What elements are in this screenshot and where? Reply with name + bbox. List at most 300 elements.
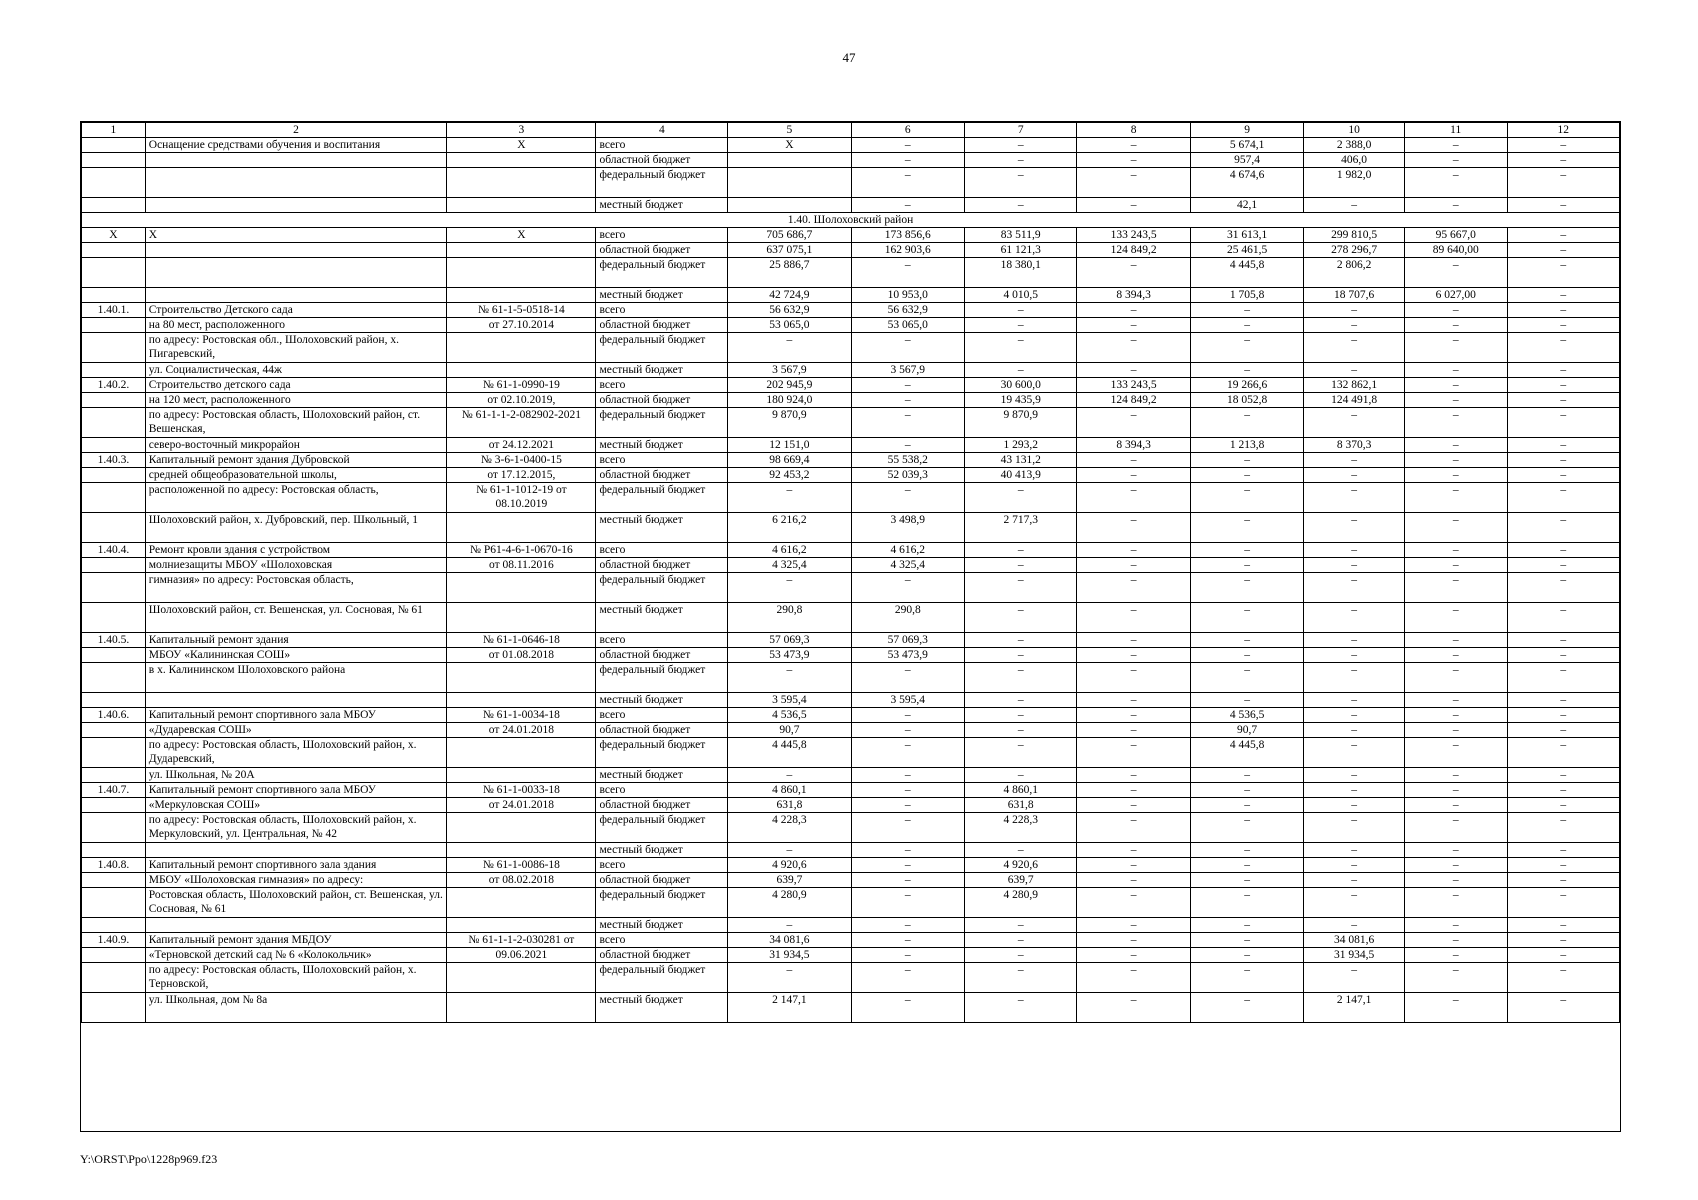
cell-budget-kind: областной бюджет: [596, 393, 728, 408]
cell-name: Шолоховский район, х. Дубровский, пер. Школьный, 1: [145, 513, 447, 543]
cell-value: –: [965, 543, 1077, 558]
cell-value: –: [1404, 168, 1507, 198]
cell-value: –: [1304, 483, 1405, 513]
cell-value: –: [1404, 468, 1507, 483]
table-row: [82, 603, 1620, 633]
cell-document: [447, 513, 596, 543]
cell-value: –: [1507, 798, 1619, 813]
table-row: [82, 333, 1620, 363]
cell-value: –: [1190, 408, 1303, 438]
table-row: [82, 843, 1620, 858]
cell-number: 1.40.8.: [82, 858, 146, 873]
cell-value: –: [1304, 738, 1405, 768]
cell-value: –: [1404, 783, 1507, 798]
cell-number: [82, 318, 146, 333]
cell-number: [82, 333, 146, 363]
cell-value: –: [1077, 723, 1190, 738]
cell-value: [728, 198, 851, 213]
cell-value: –: [1404, 558, 1507, 573]
cell-value: –: [1190, 873, 1303, 888]
cell-value: –: [965, 198, 1077, 213]
cell-value: 4 280,9: [728, 888, 851, 918]
cell-value: –: [1507, 663, 1619, 693]
table-row: [82, 258, 1620, 288]
cell-value: –: [1304, 768, 1405, 783]
cell-value: 406,0: [1304, 153, 1405, 168]
cell-value: –: [1507, 888, 1619, 918]
cell-value: 53 065,0: [851, 318, 964, 333]
cell-document: от 17.12.2015,: [447, 468, 596, 483]
table-row: [82, 138, 1620, 153]
cell-value: 90,7: [1190, 723, 1303, 738]
cell-value: –: [1077, 453, 1190, 468]
cell-value: –: [1507, 708, 1619, 723]
cell-value: 43 131,2: [965, 453, 1077, 468]
cell-name: Капитальный ремонт спортивного зала здания: [145, 858, 447, 873]
cell-budget-kind: всего: [596, 453, 728, 468]
cell-value: –: [1507, 858, 1619, 873]
cell-value: –: [851, 378, 964, 393]
cell-value: –: [851, 333, 964, 363]
cell-value: –: [965, 843, 1077, 858]
cell-value: –: [965, 558, 1077, 573]
file-path: Y:\ORST\Ppo\1228p969.f23: [80, 1152, 218, 1166]
cell-number: [82, 468, 146, 483]
cell-value: –: [1077, 318, 1190, 333]
cell-value: –: [1404, 648, 1507, 663]
cell-value: 53 473,9: [728, 648, 851, 663]
cell-value: –: [1404, 858, 1507, 873]
cell-value: –: [1404, 843, 1507, 858]
cell-document: [447, 198, 596, 213]
cell-budget-kind: местный бюджет: [596, 693, 728, 708]
cell-value: 4 445,8: [1190, 738, 1303, 768]
cell-number: [82, 363, 146, 378]
cell-value: –: [1404, 963, 1507, 993]
table-row: [82, 558, 1620, 573]
cell-value: –: [1507, 468, 1619, 483]
cell-value: –: [851, 393, 964, 408]
cell-value: –: [1077, 948, 1190, 963]
cell-document: № 61-1-1012-19 от 08.10.2019: [447, 483, 596, 513]
cell-document: [447, 693, 596, 708]
cell-budget-kind: всего: [596, 303, 728, 318]
cell-name: [145, 243, 447, 258]
cell-value: –: [1304, 543, 1405, 558]
cell-number: [82, 408, 146, 438]
cell-value: –: [1404, 813, 1507, 843]
cell-budget-kind: всего: [596, 543, 728, 558]
cell-value: –: [1190, 663, 1303, 693]
cell-name: [145, 153, 447, 168]
cell-budget-kind: местный бюджет: [596, 513, 728, 543]
cell-number: [82, 168, 146, 198]
cell-value: –: [1507, 543, 1619, 558]
cell-value: –: [1190, 813, 1303, 843]
cell-document: № 61-1-0034-18: [447, 708, 596, 723]
cell-value: –: [1507, 243, 1619, 258]
cell-value: –: [851, 888, 964, 918]
cell-name: Оснащение средствами обучения и воспитания: [145, 138, 447, 153]
cell-document: № 61-1-0033-18: [447, 783, 596, 798]
cell-value: –: [851, 138, 964, 153]
cell-number: [82, 888, 146, 918]
cell-budget-kind: всего: [596, 633, 728, 648]
cell-value: –: [1190, 948, 1303, 963]
table-row: [82, 513, 1620, 543]
cell-value: 12 151,0: [728, 438, 851, 453]
cell-value: –: [965, 723, 1077, 738]
cell-value: 4 920,6: [728, 858, 851, 873]
cell-budget-kind: местный бюджет: [596, 603, 728, 633]
cell-value: –: [1190, 798, 1303, 813]
cell-value: 4 674,6: [1190, 168, 1303, 198]
cell-document: [447, 168, 596, 198]
cell-name: средней общеобразовательной школы,: [145, 468, 447, 483]
cell-value: –: [1077, 993, 1190, 1023]
table-row: [82, 873, 1620, 888]
cell-value: –: [965, 573, 1077, 603]
cell-name: «Дударевская СОШ»: [145, 723, 447, 738]
cell-value: –: [1190, 603, 1303, 633]
table-row: [82, 798, 1620, 813]
table-row: [82, 168, 1620, 198]
table-row: [82, 153, 1620, 168]
cell-value: –: [1404, 543, 1507, 558]
cell-value: 3 498,9: [851, 513, 964, 543]
cell-value: –: [728, 573, 851, 603]
cell-document: Х: [447, 138, 596, 153]
cell-number: 1.40.7.: [82, 783, 146, 798]
table-body: [82, 138, 1620, 1023]
cell-value: –: [728, 663, 851, 693]
cell-value: 133 243,5: [1077, 228, 1190, 243]
cell-value: 4 860,1: [965, 783, 1077, 798]
cell-value: –: [1077, 363, 1190, 378]
cell-value: –: [1404, 438, 1507, 453]
cell-value: –: [851, 783, 964, 798]
table-row: [82, 963, 1620, 993]
cell-name: по адресу: Ростовская область, Шолоховский район, х. Дударевский,: [145, 738, 447, 768]
cell-value: –: [1190, 333, 1303, 363]
cell-value: –: [965, 948, 1077, 963]
cell-name: Капитальный ремонт здания: [145, 633, 447, 648]
cell-name: Строительство Детского сада: [145, 303, 447, 318]
cell-value: –: [851, 708, 964, 723]
cell-value: –: [1077, 858, 1190, 873]
table-row: [82, 468, 1620, 483]
table-row: [82, 723, 1620, 738]
cell-value: –: [1404, 378, 1507, 393]
cell-number: [82, 393, 146, 408]
cell-number: Х: [82, 228, 146, 243]
cell-value: –: [1304, 813, 1405, 843]
cell-value: [728, 153, 851, 168]
cell-value: –: [1077, 918, 1190, 933]
table-row: [82, 243, 1620, 258]
cell-number: 1.40.2.: [82, 378, 146, 393]
cell-number: [82, 798, 146, 813]
col-header-6: 6: [851, 123, 964, 138]
cell-name: [145, 288, 447, 303]
cell-budget-kind: федеральный бюджет: [596, 963, 728, 993]
cell-document: [447, 288, 596, 303]
cell-budget-kind: местный бюджет: [596, 288, 728, 303]
cell-budget-kind: федеральный бюджет: [596, 888, 728, 918]
col-header-9: 9: [1190, 123, 1303, 138]
cell-value: [728, 168, 851, 198]
cell-value: –: [1190, 453, 1303, 468]
cell-value: –: [1507, 573, 1619, 603]
cell-name: ул. Школьная, дом № 8а: [145, 993, 447, 1023]
cell-value: –: [1190, 693, 1303, 708]
cell-number: [82, 948, 146, 963]
cell-budget-kind: областной бюджет: [596, 243, 728, 258]
cell-value: –: [1190, 318, 1303, 333]
cell-document: [447, 738, 596, 768]
cell-document: от 02.10.2019,: [447, 393, 596, 408]
cell-value: 290,8: [851, 603, 964, 633]
cell-value: –: [1304, 873, 1405, 888]
cell-value: –: [965, 318, 1077, 333]
table-row: [82, 408, 1620, 438]
cell-value: –: [728, 333, 851, 363]
cell-value: –: [1507, 843, 1619, 858]
cell-number: [82, 603, 146, 633]
cell-value: 278 296,7: [1304, 243, 1405, 258]
cell-value: 10 953,0: [851, 288, 964, 303]
cell-value: –: [1507, 558, 1619, 573]
cell-value: –: [1404, 993, 1507, 1023]
cell-value: –: [965, 333, 1077, 363]
col-header-3: 3: [447, 123, 596, 138]
table-row: [82, 288, 1620, 303]
cell-value: 53 473,9: [851, 648, 964, 663]
cell-value: –: [965, 663, 1077, 693]
cell-number: [82, 918, 146, 933]
cell-number: [82, 813, 146, 843]
cell-document: [447, 573, 596, 603]
cell-value: –: [851, 168, 964, 198]
cell-value: 4 010,5: [965, 288, 1077, 303]
cell-number: 1.40.9.: [82, 933, 146, 948]
cell-value: –: [1190, 303, 1303, 318]
cell-value: 61 121,3: [965, 243, 1077, 258]
table-row: [82, 708, 1620, 723]
cell-value: –: [1507, 318, 1619, 333]
cell-value: –: [851, 963, 964, 993]
cell-value: –: [965, 363, 1077, 378]
cell-budget-kind: местный бюджет: [596, 918, 728, 933]
cell-value: –: [1507, 933, 1619, 948]
cell-document: [447, 993, 596, 1023]
cell-document: от 24.12.2021: [447, 438, 596, 453]
cell-value: –: [965, 933, 1077, 948]
cell-value: –: [1077, 543, 1190, 558]
cell-value: –: [1077, 813, 1190, 843]
cell-value: 34 081,6: [728, 933, 851, 948]
cell-budget-kind: всего: [596, 858, 728, 873]
cell-value: 124 849,2: [1077, 393, 1190, 408]
cell-document: [447, 768, 596, 783]
cell-value: –: [1507, 603, 1619, 633]
cell-value: –: [1190, 513, 1303, 543]
cell-name: [145, 843, 447, 858]
cell-value: –: [1507, 633, 1619, 648]
cell-value: –: [1304, 318, 1405, 333]
cell-value: –: [1404, 333, 1507, 363]
cell-value: –: [1404, 318, 1507, 333]
cell-value: –: [965, 633, 1077, 648]
cell-value: 202 945,9: [728, 378, 851, 393]
cell-value: –: [1507, 228, 1619, 243]
cell-value: –: [1404, 138, 1507, 153]
cell-document: № Р61-4-6-1-0670-16: [447, 543, 596, 558]
cell-value: –: [965, 768, 1077, 783]
cell-name: в х. Калининском Шолоховского района: [145, 663, 447, 693]
cell-number: 1.40.1.: [82, 303, 146, 318]
cell-value: –: [1190, 573, 1303, 603]
cell-budget-kind: федеральный бюджет: [596, 663, 728, 693]
cell-name: по адресу: Ростовская обл., Шолоховский район, х. Пигаревский,: [145, 333, 447, 363]
cell-number: 1.40.5.: [82, 633, 146, 648]
cell-value: –: [1304, 723, 1405, 738]
cell-number: [82, 648, 146, 663]
cell-value: –: [1190, 963, 1303, 993]
cell-value: –: [1507, 333, 1619, 363]
cell-number: [82, 873, 146, 888]
table-row: [82, 783, 1620, 798]
cell-value: –: [1507, 873, 1619, 888]
cell-value: –: [1077, 798, 1190, 813]
cell-value: –: [1077, 138, 1190, 153]
cell-number: [82, 288, 146, 303]
cell-value: –: [1404, 603, 1507, 633]
cell-name: Капитальный ремонт спортивного зала МБОУ: [145, 783, 447, 798]
cell-value: 18 707,6: [1304, 288, 1405, 303]
cell-value: –: [1190, 768, 1303, 783]
cell-value: –: [1077, 738, 1190, 768]
cell-value: 9 870,9: [728, 408, 851, 438]
cell-value: –: [1404, 153, 1507, 168]
table-row: [82, 228, 1620, 243]
cell-value: –: [1077, 603, 1190, 633]
cell-value: –: [1304, 363, 1405, 378]
cell-value: –: [1077, 153, 1190, 168]
cell-number: 1.40.6.: [82, 708, 146, 723]
section-title: 1.40. Шолоховский район: [82, 213, 1620, 228]
cell-value: –: [1190, 843, 1303, 858]
cell-value: 637 075,1: [728, 243, 851, 258]
cell-value: –: [1404, 798, 1507, 813]
cell-value: –: [1077, 693, 1190, 708]
cell-value: –: [1190, 933, 1303, 948]
cell-value: –: [1507, 198, 1619, 213]
cell-value: –: [965, 918, 1077, 933]
table-row: [82, 573, 1620, 603]
cell-value: 1 213,8: [1190, 438, 1303, 453]
cell-name: Ремонт кровли здания с устройством: [145, 543, 447, 558]
cell-value: 19 266,6: [1190, 378, 1303, 393]
cell-value: 705 686,7: [728, 228, 851, 243]
cell-name: гимназия» по адресу: Ростовская область,: [145, 573, 447, 603]
cell-number: [82, 153, 146, 168]
cell-value: 4 536,5: [1190, 708, 1303, 723]
cell-name: северо-восточный микрорайон: [145, 438, 447, 453]
cell-document: от 24.01.2018: [447, 723, 596, 738]
cell-value: 6 216,2: [728, 513, 851, 543]
cell-number: [82, 693, 146, 708]
table-row: [82, 648, 1620, 663]
header-row: [82, 123, 1620, 138]
cell-value: –: [1077, 513, 1190, 543]
col-header-4: 4: [596, 123, 728, 138]
cell-name: расположенной по адресу: Ростовская область,: [145, 483, 447, 513]
cell-budget-kind: всего: [596, 708, 728, 723]
cell-value: –: [1190, 993, 1303, 1023]
cell-budget-kind: федеральный бюджет: [596, 573, 728, 603]
cell-value: –: [965, 993, 1077, 1023]
cell-budget-kind: областной бюджет: [596, 648, 728, 663]
cell-name: на 120 мест, расположенного: [145, 393, 447, 408]
cell-value: 92 453,2: [728, 468, 851, 483]
cell-value: –: [851, 408, 964, 438]
cell-value: –: [851, 768, 964, 783]
cell-value: 4 445,8: [728, 738, 851, 768]
cell-number: [82, 558, 146, 573]
cell-document: [447, 918, 596, 933]
cell-document: № 61-1-5-0518-14: [447, 303, 596, 318]
cell-budget-kind: областной бюджет: [596, 798, 728, 813]
cell-budget-kind: местный бюджет: [596, 768, 728, 783]
col-header-10: 10: [1304, 123, 1405, 138]
cell-value: –: [851, 723, 964, 738]
cell-value: 57 069,3: [728, 633, 851, 648]
cell-value: 25 461,5: [1190, 243, 1303, 258]
cell-value: –: [1077, 843, 1190, 858]
table-row: [82, 933, 1620, 948]
cell-value: –: [1404, 948, 1507, 963]
cell-number: [82, 723, 146, 738]
cell-value: 631,8: [965, 798, 1077, 813]
cell-value: 4 228,3: [728, 813, 851, 843]
cell-value: –: [1304, 858, 1405, 873]
cell-value: –: [1304, 693, 1405, 708]
cell-value: –: [1507, 378, 1619, 393]
cell-value: –: [1404, 393, 1507, 408]
cell-value: 31 613,1: [1190, 228, 1303, 243]
cell-value: –: [1507, 303, 1619, 318]
cell-value: 56 632,9: [728, 303, 851, 318]
cell-value: –: [728, 483, 851, 513]
cell-budget-kind: местный бюджет: [596, 198, 728, 213]
col-header-5: 5: [728, 123, 851, 138]
cell-document: № 3-6-1-0400-15: [447, 453, 596, 468]
cell-value: –: [1507, 393, 1619, 408]
table-row: [82, 858, 1620, 873]
cell-value: –: [1304, 198, 1405, 213]
cell-value: –: [1077, 483, 1190, 513]
cell-value: 3 567,9: [728, 363, 851, 378]
cell-number: [82, 198, 146, 213]
cell-value: –: [851, 798, 964, 813]
cell-document: [447, 363, 596, 378]
cell-value: –: [1190, 888, 1303, 918]
cell-value: –: [851, 573, 964, 603]
cell-name: по адресу: Ростовская область, Шолоховский район, х. Терновской,: [145, 963, 447, 993]
cell-name: Капитальный ремонт здания Дубровской: [145, 453, 447, 468]
cell-value: 4 445,8: [1190, 258, 1303, 288]
